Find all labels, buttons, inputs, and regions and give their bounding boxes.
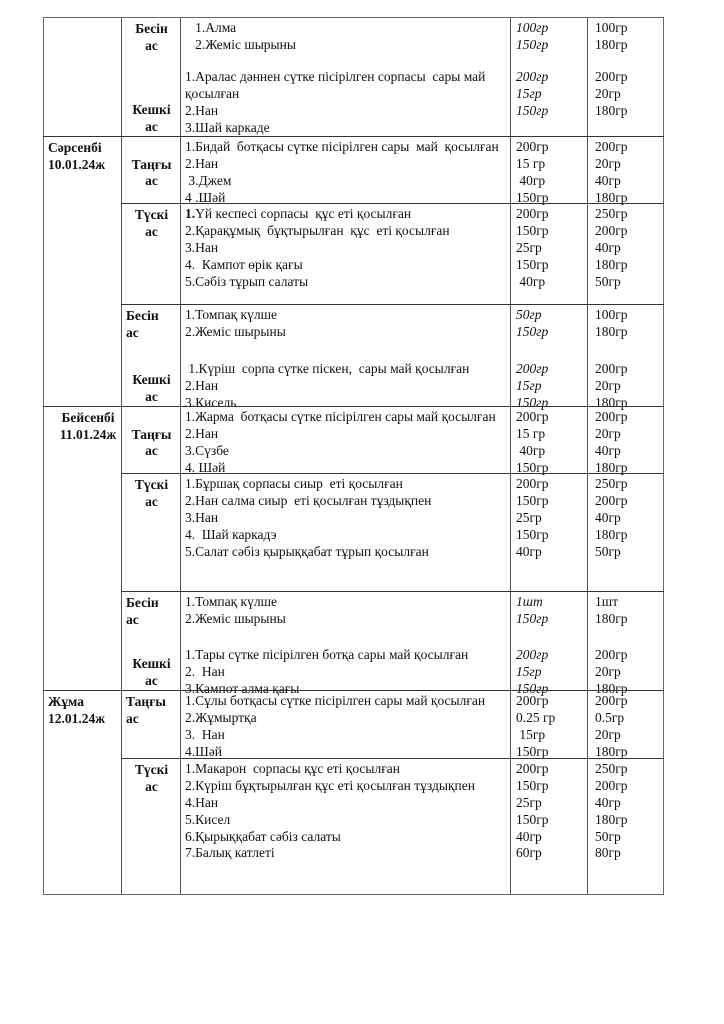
portion-large: 100гр xyxy=(595,20,628,35)
meal-name-part: Түскі xyxy=(134,477,169,492)
portion-small: 100гр xyxy=(516,20,549,35)
meal-name xyxy=(126,206,177,240)
portion-large: 250гр xyxy=(595,206,628,221)
dish-item: 2.Қарақұмық бұқтырылған құс еті қосылған xyxy=(185,222,450,238)
meal-name-part: ас xyxy=(145,173,158,189)
portion-small: 40гр xyxy=(516,442,546,458)
day-name: Жұма xyxy=(48,694,84,709)
dish-item: 1.Жарма ботқасы сүтке пісірілген сары май қосылған xyxy=(185,409,496,424)
dish-item: 2.Жеміс шырыны xyxy=(185,323,286,339)
meal-name-part: Таңғы xyxy=(131,426,172,442)
day-name: Бейсенбі xyxy=(61,410,115,425)
portion-small: 15гр xyxy=(516,663,542,679)
dish-item: 3.Кампот алма қағы xyxy=(185,680,300,696)
meal-name-part: Таңғы xyxy=(131,156,172,172)
dish-item: 1.Бидай ботқасы сүтке пісірілген сары май қосылған xyxy=(185,139,499,154)
dish-item xyxy=(185,206,509,223)
portion-large: 40гр xyxy=(595,794,621,810)
portion-small: 15 гр xyxy=(516,155,546,171)
portion-small: 150гр xyxy=(516,680,549,696)
dish-list xyxy=(185,307,509,341)
portion-small-column xyxy=(516,20,590,54)
portion-large-column xyxy=(595,594,669,628)
portion-small: 1шт xyxy=(516,594,543,609)
row-divider xyxy=(43,690,664,691)
dish-item: 3. Нан xyxy=(185,726,225,742)
portion-small-column xyxy=(516,307,590,341)
meal-name xyxy=(126,693,177,727)
meal-name-part: ас xyxy=(145,118,158,134)
portion-large: 180гр xyxy=(595,743,628,759)
portion-large: 200гр xyxy=(595,409,628,424)
portion-large: 180гр xyxy=(595,680,628,696)
row-divider xyxy=(121,473,664,474)
portion-small: 15гр xyxy=(516,85,542,101)
dish-item: 1.Сұлы ботқасы сүтке пісірілген сары май қосылған xyxy=(185,693,486,708)
dish-list xyxy=(185,361,509,412)
portion-large: 250гр xyxy=(595,476,628,491)
portion-large: 20гр xyxy=(595,155,621,171)
portion-large: 180гр xyxy=(595,189,628,205)
portion-small-column xyxy=(516,761,590,862)
portion-large-column xyxy=(595,693,669,761)
dish-list xyxy=(185,69,509,137)
meal-name xyxy=(126,761,177,795)
portion-large: 250гр xyxy=(595,761,628,776)
dish-item: 6.Қырыққабат сәбіз салаты xyxy=(185,828,341,844)
portion-small-column xyxy=(516,206,590,290)
dish-list xyxy=(185,476,509,560)
dish-item: 3.Джем xyxy=(185,172,232,188)
portion-large: 180гр xyxy=(595,102,628,118)
portion-small: 150гр xyxy=(516,323,549,339)
portion-large-column xyxy=(595,409,669,477)
meal-name-part: Таңғы xyxy=(126,694,166,709)
dish-item: 4. Кампот өрік қағы xyxy=(185,256,303,272)
meal-name xyxy=(126,426,177,460)
dish-item: 2.Нан xyxy=(185,102,219,118)
portion-large: 40гр xyxy=(595,172,621,188)
dish-item: 2. Нан xyxy=(185,663,225,679)
portion-large: 200гр xyxy=(595,139,628,154)
meal-name-part: ас xyxy=(145,388,158,404)
day-label xyxy=(48,693,120,727)
portion-small: 200гр xyxy=(516,361,549,376)
portion-large: 180гр xyxy=(595,256,628,272)
portion-large: 50гр xyxy=(595,273,621,289)
portion-large-column xyxy=(595,206,669,290)
portion-small: 40гр xyxy=(516,172,546,188)
day-date: 10.01.24ж xyxy=(48,156,106,172)
portion-small: 15гр xyxy=(516,377,542,393)
portion-small: 150гр xyxy=(516,394,549,410)
dish-item: 3.Кисель xyxy=(185,394,237,410)
portion-large: 200гр xyxy=(595,647,628,662)
portion-small: 15гр xyxy=(516,726,546,742)
portion-large: 20гр xyxy=(595,85,621,101)
portion-small: 200гр xyxy=(516,761,549,776)
row-divider xyxy=(43,406,664,407)
portion-large: 100гр xyxy=(595,307,628,322)
dish-item: 3.Нан xyxy=(185,239,219,255)
dish-item: 3.Сүзбе xyxy=(185,442,229,458)
portion-small: 200гр xyxy=(516,647,549,662)
dish-item: 1.Алма xyxy=(185,20,237,35)
dish-item: 1.Макарон сорпасы құс еті қосылған xyxy=(185,761,400,776)
portion-small: 150гр xyxy=(516,777,549,793)
column-divider xyxy=(121,18,122,894)
dish-item: 2.Нан xyxy=(185,377,219,393)
meal-name-part: ас xyxy=(145,37,158,53)
meal-name xyxy=(126,20,177,54)
portion-small: 40гр xyxy=(516,273,546,289)
dish-item: 3.Шай каркаде xyxy=(185,119,270,135)
dish-item: 2.Нан салма сиыр еті қосылған тұздықпен xyxy=(185,492,432,508)
portion-large: 180гр xyxy=(595,459,628,475)
portion-small: 15 гр xyxy=(516,425,546,441)
day-label xyxy=(48,409,124,443)
meal-name xyxy=(126,371,177,405)
meal-name-part: ас xyxy=(126,324,139,340)
dish-item: 2.Жеміс шырыны xyxy=(185,610,286,626)
portion-small: 40гр xyxy=(516,543,542,559)
dish-item: 5.Салат сәбіз қырыққабат тұрып қосылған xyxy=(185,543,429,559)
portion-large: 50гр xyxy=(595,543,621,559)
meal-name-part: ас xyxy=(145,443,158,459)
day-name: Сәрсенбі xyxy=(48,140,102,155)
portion-large: 200гр xyxy=(595,492,628,508)
portion-small-column xyxy=(516,409,590,477)
dish-list xyxy=(185,693,509,761)
row-divider xyxy=(121,758,664,759)
row-divider xyxy=(121,203,664,204)
dish-list xyxy=(185,409,509,477)
meal-name-part: ас xyxy=(145,493,158,509)
portion-large: 40гр xyxy=(595,239,621,255)
portion-small-column xyxy=(516,594,590,628)
meal-name xyxy=(126,101,177,135)
portion-large: 200гр xyxy=(595,69,628,84)
day-label xyxy=(48,139,120,173)
meal-name-part: Бесін xyxy=(135,21,168,36)
portion-small: 150гр xyxy=(516,189,549,205)
dish-list xyxy=(185,761,509,862)
portion-small: 150гр xyxy=(516,492,549,508)
portion-large-column xyxy=(595,761,669,862)
portion-small: 150гр xyxy=(516,36,549,52)
dish-item: 1.Аралас дәннен сүтке пісірілген сорпасы сары май xyxy=(185,69,486,84)
portion-large: 180гр xyxy=(595,323,628,339)
portion-small: 60гр xyxy=(516,845,542,861)
meal-name-part: ас xyxy=(145,223,158,239)
portion-large-column xyxy=(595,361,669,412)
dish-item: 4. Шай каркадэ xyxy=(185,526,277,542)
portion-small: 150гр xyxy=(516,610,549,626)
portion-large-column xyxy=(595,20,669,54)
portion-small: 200гр xyxy=(516,139,549,154)
dish-list xyxy=(185,139,509,207)
item-number: 1. xyxy=(185,206,196,221)
row-divider xyxy=(121,304,664,305)
portion-large: 180гр xyxy=(595,36,628,52)
portion-small: 25гр xyxy=(516,239,542,255)
column-divider xyxy=(510,18,511,894)
meal-name-part: ас xyxy=(145,778,158,794)
meal-name-part: Кешкі xyxy=(132,102,171,117)
portion-small: 150гр xyxy=(516,222,549,238)
portion-large: 40гр xyxy=(595,509,621,525)
item-text: Үй кеспесі сорпасы құс еті қосылған xyxy=(195,206,412,221)
row-divider xyxy=(121,591,664,592)
dish-item: 2.Нан xyxy=(185,425,219,441)
portion-large: 180гр xyxy=(595,526,628,542)
dish-item: 2.Жұмыртқа xyxy=(185,709,257,725)
menu-table xyxy=(43,17,664,895)
portion-large: 20гр xyxy=(595,425,621,441)
meal-name-part: ас xyxy=(126,710,139,726)
dish-item: 4 .Шәй xyxy=(185,189,226,205)
portion-large: 40гр xyxy=(595,442,621,458)
portion-small: 150гр xyxy=(516,811,549,827)
portion-small-column xyxy=(516,139,590,207)
portion-small: 200гр xyxy=(516,69,549,84)
dish-item: 1.Бұршақ сорпасы сиыр еті қосылған xyxy=(185,476,403,491)
meal-name-part: Бесін xyxy=(126,308,159,323)
row-divider xyxy=(43,136,664,137)
portion-large-column xyxy=(595,139,669,207)
dish-item: 7.Балық катлеті xyxy=(185,845,275,861)
dish-item: 4.Нан xyxy=(185,794,219,810)
portion-small-column xyxy=(516,69,590,120)
dish-list xyxy=(185,20,509,54)
portion-large: 180гр xyxy=(595,610,628,626)
portion-large-column xyxy=(595,307,669,341)
portion-small: 25гр xyxy=(516,509,542,525)
portion-small: 200гр xyxy=(516,409,549,424)
meal-name-part: ас xyxy=(145,672,158,688)
dish-list xyxy=(185,206,509,290)
portion-small: 150гр xyxy=(516,459,549,475)
meal-name-part: ас xyxy=(126,611,139,627)
dish-item: қосылған xyxy=(185,85,240,101)
portion-small: 25гр xyxy=(516,794,542,810)
day-date: 12.01.24ж xyxy=(48,710,106,726)
portion-small-column xyxy=(516,361,590,412)
dish-item: 1.Томпақ күлше xyxy=(185,594,277,609)
portion-small: 150гр xyxy=(516,102,549,118)
meal-name-part: Кешкі xyxy=(132,372,171,387)
portion-small-column xyxy=(516,693,590,761)
dish-item: 4. Шәй xyxy=(185,459,226,475)
portion-large: 1шт xyxy=(595,594,619,609)
day-date: 11.01.24ж xyxy=(59,426,117,442)
dish-item: 1.Күріш сорпа сүтке піскен, сары май қосылған xyxy=(185,361,470,376)
dish-item: 4.Шәй xyxy=(185,743,222,759)
portion-large: 200гр xyxy=(595,777,628,793)
dish-list xyxy=(185,594,509,628)
dish-item: 2.Күріш бұқтырылған құс еті қосылған тұздықпен xyxy=(185,777,475,793)
portion-small: 150гр xyxy=(516,526,549,542)
meal-name-part: Түскі xyxy=(134,762,169,777)
meal-name-part: Кешкі xyxy=(132,656,171,671)
portion-large: 50гр xyxy=(595,828,621,844)
portion-large-column xyxy=(595,69,669,120)
portion-small: 200гр xyxy=(516,206,549,221)
portion-large: 20гр xyxy=(595,377,621,393)
portion-small: 50гр xyxy=(516,307,542,322)
column-divider xyxy=(180,18,181,894)
portion-small: 200гр xyxy=(516,476,549,491)
portion-large: 200гр xyxy=(595,361,628,376)
dish-item: 2.Жеміс шырыны xyxy=(185,36,296,52)
portion-small: 150гр xyxy=(516,743,549,759)
dish-item: 3.Нан xyxy=(185,509,219,525)
portion-large: 200гр xyxy=(595,222,628,238)
dish-item: 5.Кисел xyxy=(185,811,231,827)
portion-large: 180гр xyxy=(595,394,628,410)
meal-name xyxy=(126,476,177,510)
dish-item: 2.Нан xyxy=(185,155,219,171)
portion-large: 80гр xyxy=(595,845,621,861)
portion-large: 180гр xyxy=(595,811,628,827)
portion-small-column xyxy=(516,476,590,560)
meal-name xyxy=(126,156,177,190)
portion-small: 200гр xyxy=(516,693,549,708)
portion-large: 200гр xyxy=(595,693,628,708)
meal-name xyxy=(126,307,177,341)
portion-small: 150гр xyxy=(516,256,549,272)
portion-small: 0.25 гр xyxy=(516,709,556,725)
portion-large: 0.5гр xyxy=(595,709,625,725)
meal-name xyxy=(126,594,177,628)
dish-item: 1.Тары сүтке пісірілген ботқа сары май қосылған xyxy=(185,647,469,662)
meal-name-part: Түскі xyxy=(134,207,169,222)
portion-small: 40гр xyxy=(516,828,542,844)
portion-large: 20гр xyxy=(595,726,621,742)
meal-name xyxy=(126,655,177,689)
dish-item: 5.Сәбіз тұрып салаты xyxy=(185,273,309,289)
portion-large: 20гр xyxy=(595,663,621,679)
portion-large-column xyxy=(595,476,669,560)
dish-item: 1.Томпақ күлше xyxy=(185,307,277,322)
meal-name-part: Бесін xyxy=(126,595,159,610)
